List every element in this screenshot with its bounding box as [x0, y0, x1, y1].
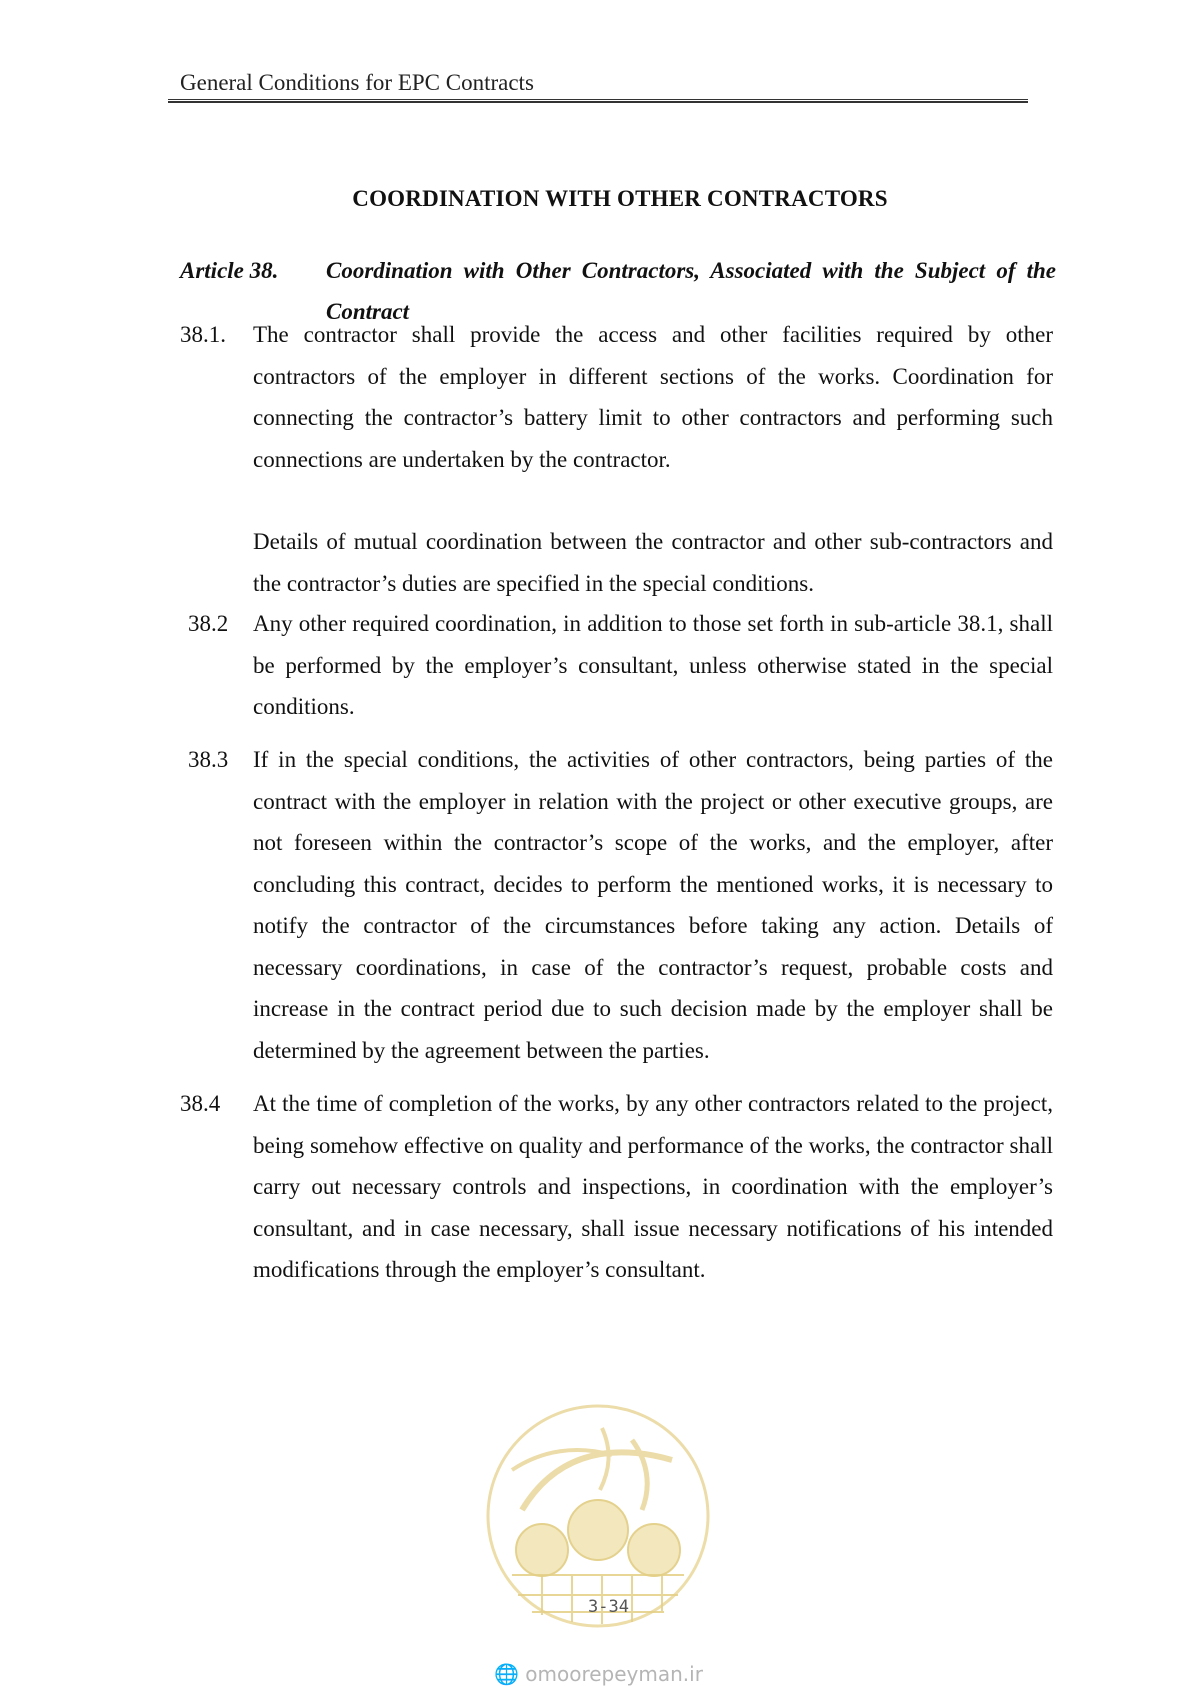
clause-paragraph: The contractor shall provide the access and other facilities required by other contractors of the employer in different sections of the works. Coordination for connecting the contractor’s battery limit to other contractors and performing such connections are undertaken by the contractor. — [253, 322, 1053, 472]
clause-paragraph: If in the special conditions, the activities of other contractors, being parties of the contract with the employer in relation with the project or other executive groups, are not foreseen within the contractor’s scope of the works, and the employer, after concluding this contract, decides to perform the mentioned works, it is necessary to notify the contractor of the circumstances before taking any action. Details of necessary coordinations, in case of the contractor’s request, probable costs and increase in the contract period due to such decision made by the employer shall be determined by the agreement between the parties. — [253, 747, 1053, 1063]
clause-number: 38.1. — [180, 322, 226, 347]
header-rule — [168, 99, 1028, 103]
article-number: Article 38. — [180, 258, 279, 283]
clause-number: 38.4 — [180, 1091, 221, 1116]
clause-paragraph: Details of mutual coordination between the contractor and other sub-contractors and the contractor’s duties are specified in the special conditions. — [253, 529, 1053, 596]
watermark-site-text — [494, 1662, 703, 1686]
running-header: General Conditions for EPC Contracts — [180, 70, 534, 95]
clause-number: 38.3 — [188, 747, 229, 772]
clause-paragraph: Any other required coordination, in addition to those set forth in sub-article 38.1, shall be performed by the employer’s consultant, unless otherwise stated in the special conditions. — [253, 611, 1053, 719]
clause-number: 38.2 — [188, 611, 229, 636]
watermark-site-label: omoorepeyman.ir — [525, 1662, 703, 1686]
section-title: COORDINATION WITH OTHER CONTRACTORS — [352, 186, 888, 211]
article-title: Coordination with Other Contractors, Associated with the Subject of the Contract — [326, 258, 1056, 324]
clause-paragraph: At the time of completion of the works, by any other contractors related to the project, being somehow effective on quality and performance of the works, the contractor shall carry out necessary controls and inspections, in coordination with the employer’s consultant, and in case necessary, shall issue necessary notifications of his intended modifications through the employer’s consultant. — [253, 1091, 1053, 1282]
page-number: 3-34 — [588, 1597, 629, 1617]
globe-icon: 🌐 — [494, 1662, 519, 1686]
